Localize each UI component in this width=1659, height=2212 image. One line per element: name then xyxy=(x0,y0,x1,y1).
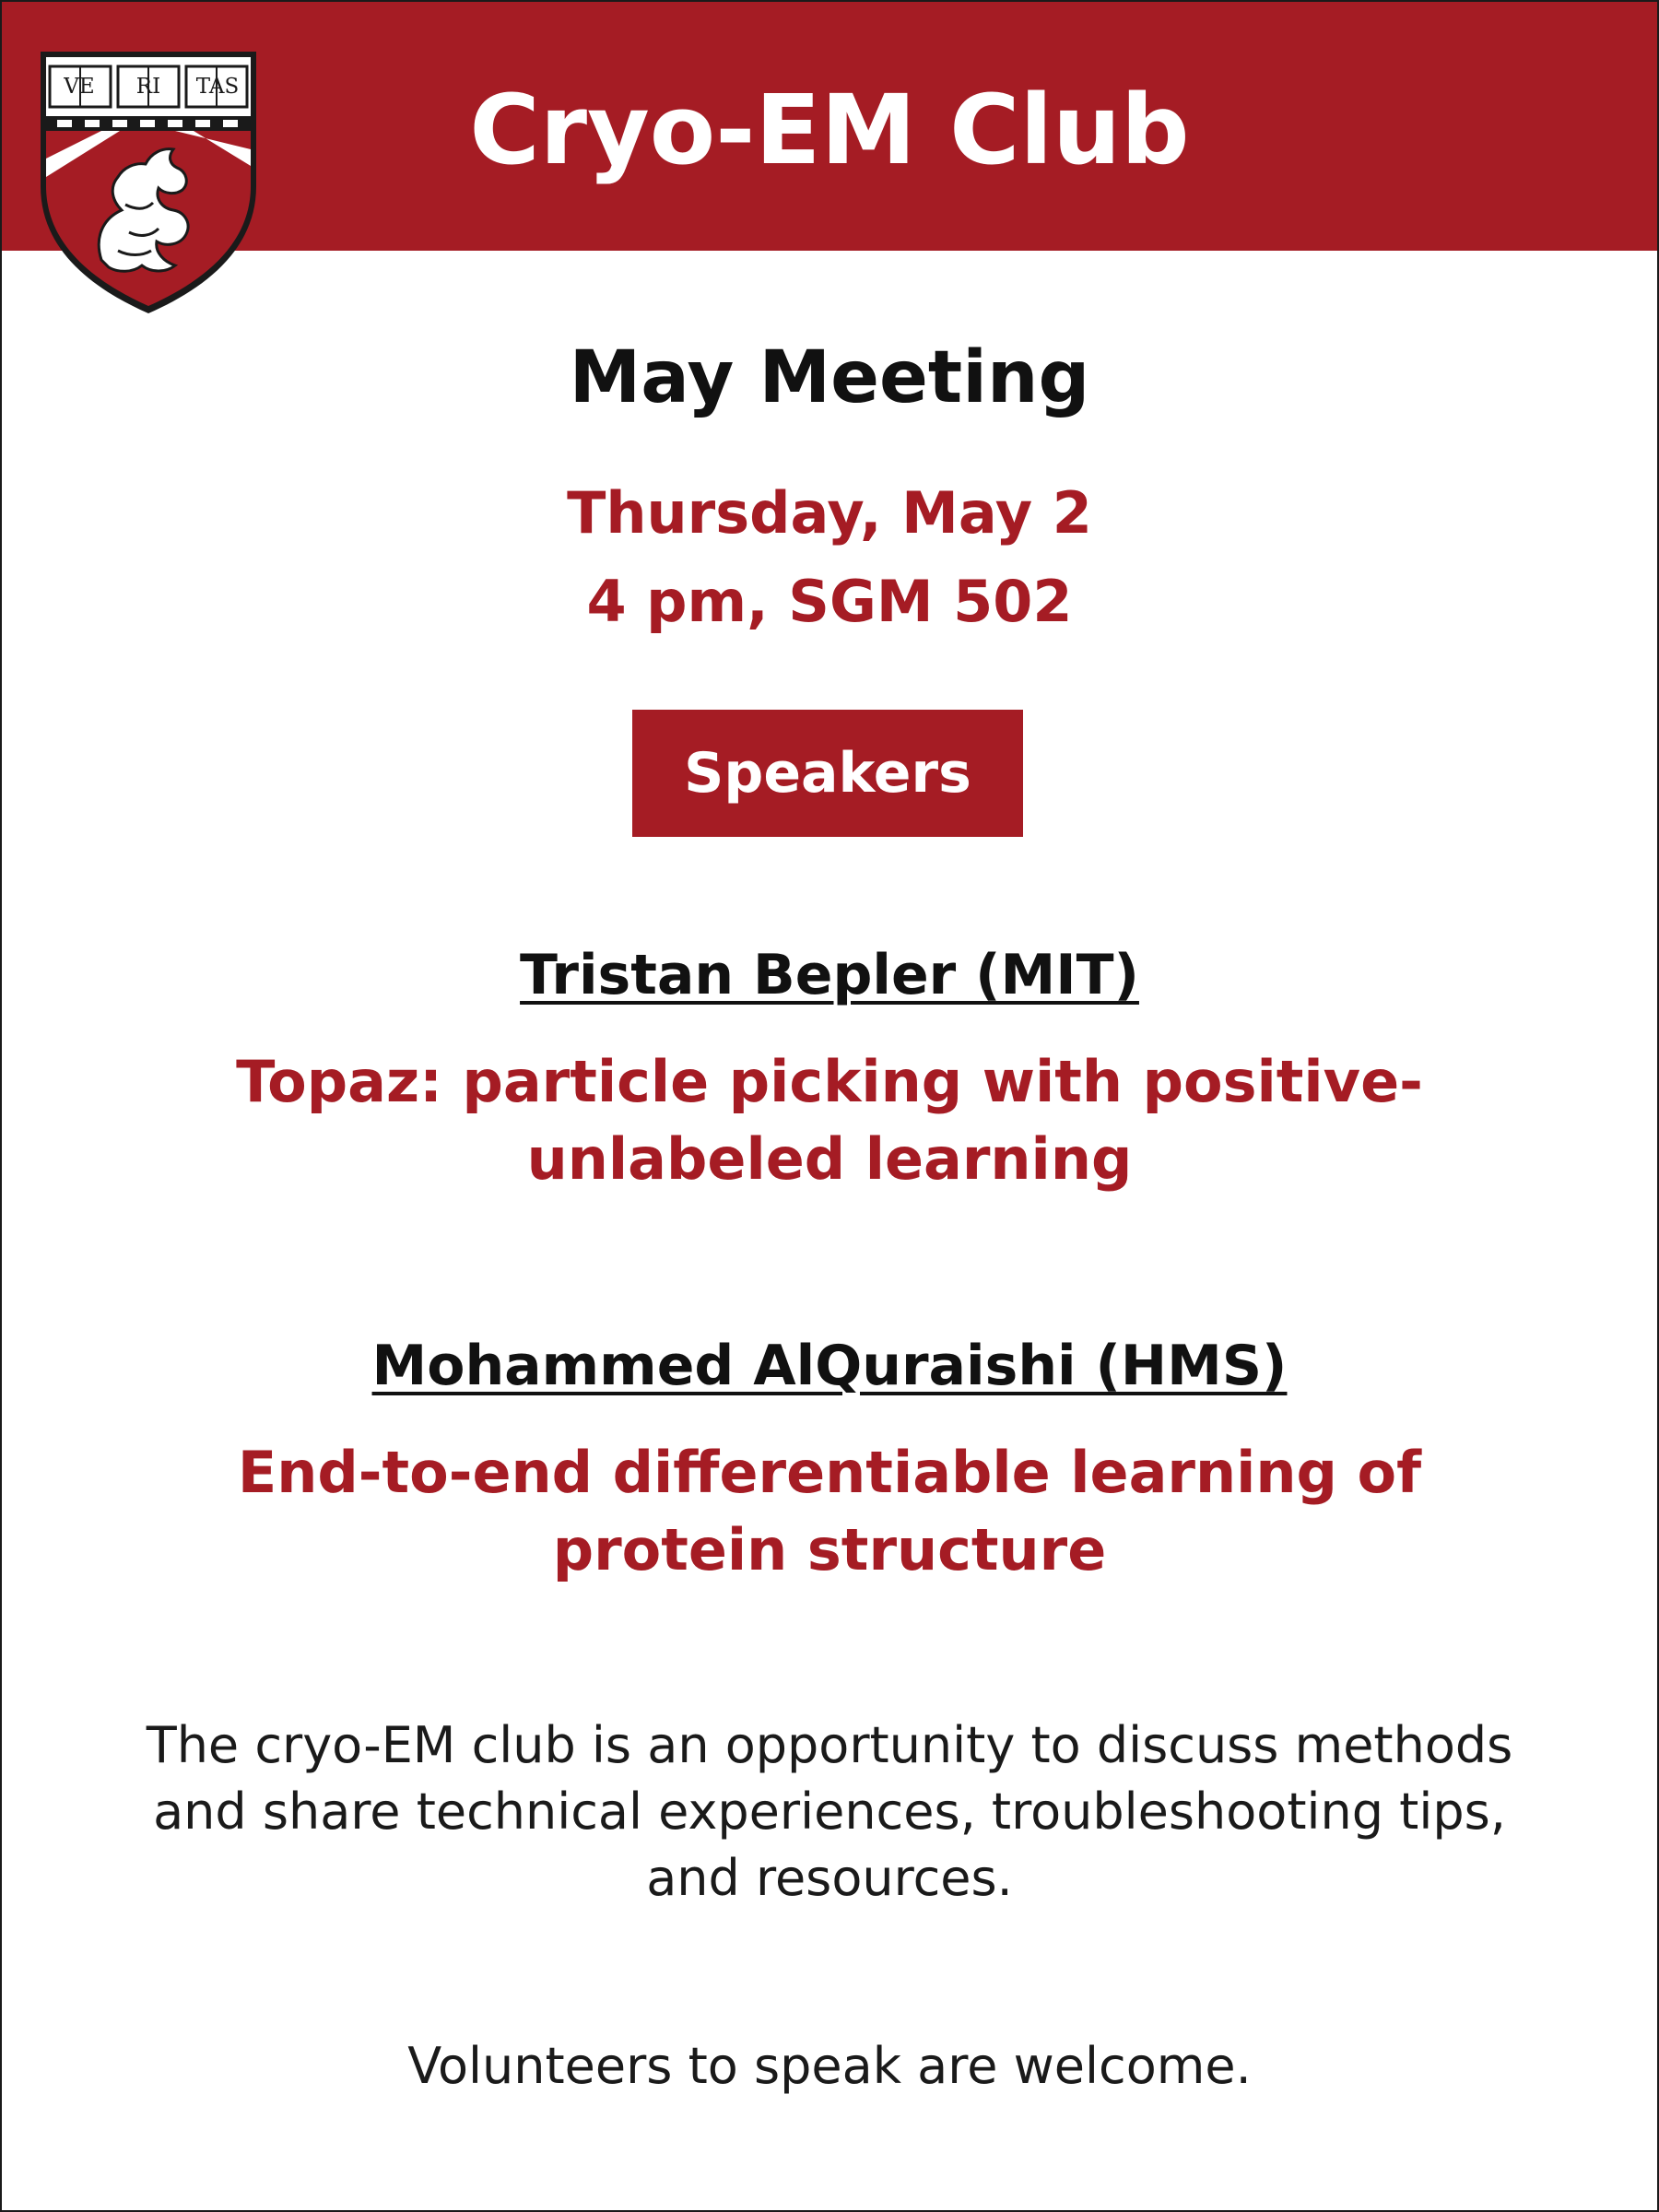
shield-book-ve-label: VE xyxy=(64,75,95,99)
shield-book-ri xyxy=(119,68,178,105)
club-description: The cryo-EM club is an opportunity to discuss methods and share technical experiences, troubleshooting tips, and resources. xyxy=(146,1716,1513,1907)
speakers-heading: Speakers xyxy=(632,710,1023,837)
meeting-title: May Meeting xyxy=(569,336,1090,419)
speaker-2-name xyxy=(2,1329,1657,1403)
shield-book-ri-label: RI xyxy=(135,75,161,99)
speaker-2-name-text: Mohammed AlQuraishi (HMS) xyxy=(371,1334,1288,1398)
meeting-date: Thursday, May 2 xyxy=(567,479,1092,547)
shield-book-tas-label: TAS xyxy=(195,75,240,99)
shield-book-ve xyxy=(50,68,109,105)
shield-book-tas xyxy=(188,68,247,105)
speaker-1-talk-title: Topaz: particle picking with positive-unlabeled learning xyxy=(236,1048,1423,1193)
club-title: Cryo-EM Club xyxy=(469,74,1190,186)
speaker-1-name xyxy=(2,938,1657,1012)
speaker-2-talk-title: End-to-end differentiable learning of protein structure xyxy=(237,1439,1422,1583)
volunteer-note: Volunteers to speak are welcome. xyxy=(407,2037,1252,2095)
meeting-time-location: 4 pm, SGM 502 xyxy=(586,568,1073,635)
harvard-shield-icon xyxy=(37,48,260,317)
speaker-1-name-text: Tristan Bepler (MIT) xyxy=(520,943,1139,1007)
